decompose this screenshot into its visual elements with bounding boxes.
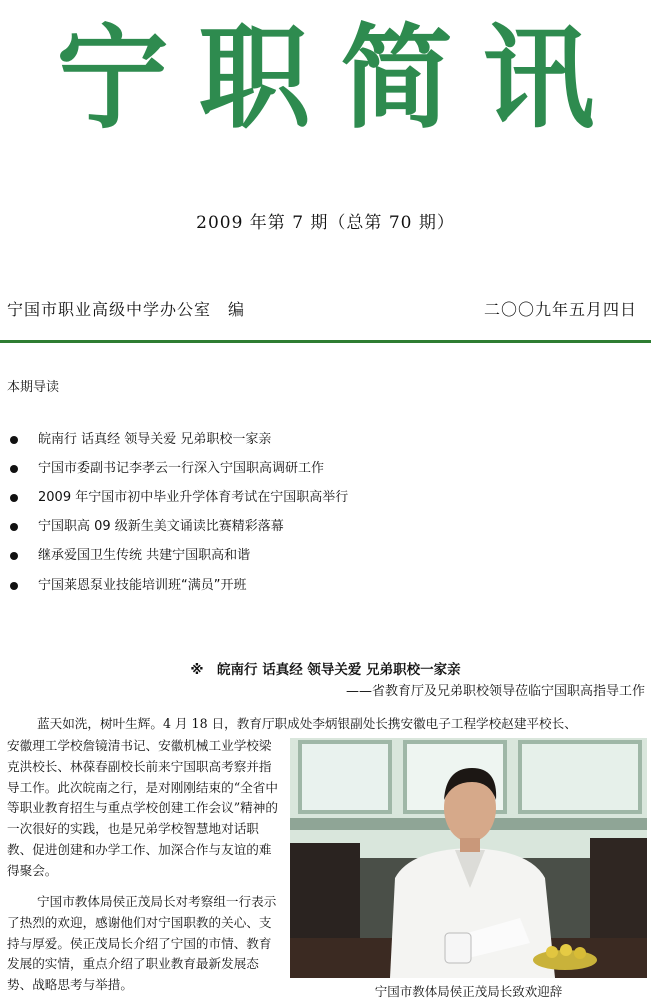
- toc-list: [7, 425, 348, 600]
- bullet-icon: [10, 465, 18, 473]
- publish-date: 二〇〇九年五月四日: [483, 300, 637, 319]
- article-subtitle: ——省教育厅及兄弟职校领导莅临宁国职高指导工作: [345, 684, 645, 699]
- toc-heading: 本期导读: [7, 380, 60, 395]
- bullet-icon: [10, 436, 18, 444]
- toc-item-label: 2009 年宁国市初中毕业升学体育考试在宁国职高举行: [38, 489, 349, 505]
- bullet-icon: [10, 523, 18, 531]
- article-paragraph-lead: 蓝天如洗，树叶生辉。4 月 18 日，教育厅职成处李炳银副处长携安徽电子工程学校赵建平校长、: [37, 716, 577, 731]
- toc-item-label: 宁国职高 09 级新生美文诵读比赛精彩落幕: [38, 519, 284, 535]
- bullet-icon: [10, 494, 18, 502]
- masthead-title: 宁职简讯: [56, 13, 625, 144]
- photo-caption: 宁国市教体局侯正茂局长致欢迎辞: [374, 984, 563, 999]
- toc-item-label: 宁国市委副书记李孝云一行深入宁国职高调研工作: [38, 460, 325, 476]
- bullet-icon: [10, 552, 18, 560]
- toc-item[interactable]: [7, 483, 348, 512]
- editor-line: 宁国市职业高级中学办公室 编: [7, 300, 246, 319]
- toc-item[interactable]: [7, 571, 348, 600]
- toc-item[interactable]: [7, 542, 348, 571]
- article-title: ※ 皖南行 话真经 领导关爱 兄弟职校一家亲: [190, 662, 461, 678]
- bullet-icon: [10, 582, 18, 590]
- article-paragraph-2: 宁国市教体局侯正茂局长对考察组一行表示了热烈的欢迎，感谢他们对宁国职教的关心、支持与厚爱。侯正茂局长介绍了宁国的市情、教育发展的实情，重点介绍了职业教育最新发展态势、战略思考与举措。: [7, 894, 277, 993]
- toc-item-label: 宁国莱恩泵业技能培训班“满员”开班: [38, 577, 247, 593]
- article-photo: [290, 738, 647, 978]
- toc-item-label: 皖南行 话真经 领导关爱 兄弟职校一家亲: [38, 431, 272, 447]
- toc-item-label: 继承爱国卫生传统 共建宁国职高和谐: [38, 548, 251, 564]
- toc-item[interactable]: [7, 425, 348, 454]
- toc-item[interactable]: [7, 513, 348, 542]
- header-divider: [0, 340, 651, 343]
- issue-number: 2009 年第 7 期（总第 70 期）: [196, 213, 455, 233]
- toc-item[interactable]: [7, 454, 348, 483]
- article-paragraph-1: 安徽理工学校詹镜清书记、安徽机械工业学校梁克洪校长、林葆春副校长前来宁国职高考察并指导工作。此次皖南之行，是对刚刚结束的“全省中等职业教育招生与重点学校创建工作会议”精神的一次很好的实践，也是兄弟学校智慧地对话职教、促进创建和办学工作、加深合作与友谊的难得聚会。: [7, 738, 278, 878]
